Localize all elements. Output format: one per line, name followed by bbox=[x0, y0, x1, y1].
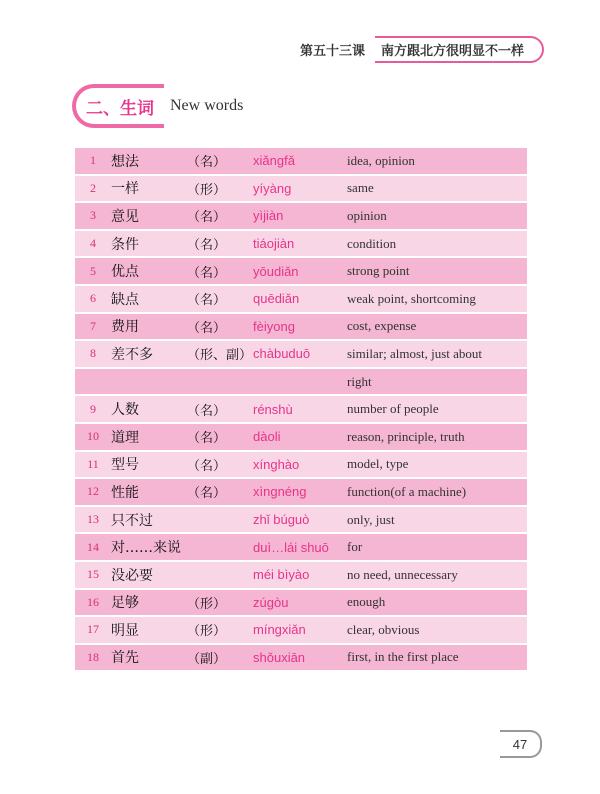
table-row bbox=[75, 562, 527, 588]
word-part-of-speech: （形） bbox=[187, 176, 253, 202]
word-number: 7 bbox=[75, 314, 111, 340]
word-number: 6 bbox=[75, 286, 111, 312]
word-part-of-speech: （形） bbox=[187, 617, 253, 643]
word-part-of-speech bbox=[187, 534, 253, 560]
table-row bbox=[75, 507, 527, 533]
word-definition: cost, expense bbox=[347, 314, 527, 340]
table-row bbox=[75, 231, 527, 257]
word-hanzi: 首先 bbox=[111, 645, 187, 671]
word-hanzi: 没必要 bbox=[111, 562, 187, 588]
word-part-of-speech bbox=[187, 562, 253, 588]
word-pinyin: yíyàng bbox=[253, 176, 347, 202]
word-definition: reason, principle, truth bbox=[347, 424, 527, 450]
word-number: 16 bbox=[75, 590, 111, 616]
word-number: 3 bbox=[75, 203, 111, 229]
word-definition: idea, opinion bbox=[347, 148, 527, 174]
word-number: 1 bbox=[75, 148, 111, 174]
word-part-of-speech: （名） bbox=[187, 231, 253, 257]
word-pinyin: xiǎngfǎ bbox=[253, 148, 347, 174]
word-number: 2 bbox=[75, 176, 111, 202]
table-row bbox=[75, 341, 527, 367]
word-definition: weak point, shortcoming bbox=[347, 286, 527, 312]
word-hanzi: 足够 bbox=[111, 590, 187, 616]
word-part-of-speech: （名） bbox=[187, 203, 253, 229]
vocab-table bbox=[75, 146, 527, 672]
table-row bbox=[75, 617, 527, 643]
word-hanzi: 差不多 bbox=[111, 341, 187, 367]
word-number: 17 bbox=[75, 617, 111, 643]
table-row bbox=[75, 258, 527, 284]
word-hanzi: 一样 bbox=[111, 176, 187, 202]
table-row bbox=[75, 479, 527, 505]
word-pinyin: chàbuduō bbox=[253, 341, 347, 367]
table-row bbox=[75, 203, 527, 229]
word-number: 14 bbox=[75, 534, 111, 560]
word-pinyin: rénshù bbox=[253, 396, 347, 422]
word-pinyin: méi bìyào bbox=[253, 562, 347, 588]
word-number: 8 bbox=[75, 341, 111, 367]
word-pinyin: xìngnéng bbox=[253, 479, 347, 505]
word-number: 9 bbox=[75, 396, 111, 422]
section-header bbox=[72, 84, 243, 128]
word-number: 11 bbox=[75, 452, 111, 478]
word-pinyin: dàoli bbox=[253, 424, 347, 450]
word-definition: right bbox=[347, 369, 527, 395]
word-definition: similar; almost, just about bbox=[347, 341, 527, 367]
page-number: 47 bbox=[500, 730, 542, 758]
word-part-of-speech: （名） bbox=[187, 452, 253, 478]
word-part-of-speech: （名） bbox=[187, 314, 253, 340]
word-hanzi: 想法 bbox=[111, 148, 187, 174]
word-hanzi: 明显 bbox=[111, 617, 187, 643]
word-part-of-speech bbox=[187, 507, 253, 533]
word-part-of-speech: （副） bbox=[187, 645, 253, 671]
word-part-of-speech: （名） bbox=[187, 286, 253, 312]
word-definition: enough bbox=[347, 590, 527, 616]
word-definition: first, in the first place bbox=[347, 645, 527, 671]
lesson-number: 第五十三课 bbox=[299, 43, 365, 59]
section-english: New words bbox=[170, 97, 244, 114]
word-definition: number of people bbox=[347, 396, 527, 422]
word-pinyin: zhǐ búguò bbox=[253, 507, 347, 533]
table-row bbox=[75, 314, 527, 340]
word-part-of-speech: （形、副） bbox=[187, 341, 253, 367]
word-hanzi: 优点 bbox=[111, 258, 187, 284]
word-pinyin: yìjiàn bbox=[253, 203, 347, 229]
word-pinyin: xínghào bbox=[253, 452, 347, 478]
word-part-of-speech: （名） bbox=[187, 479, 253, 505]
word-pinyin: zúgòu bbox=[253, 590, 347, 616]
table-row bbox=[75, 369, 527, 395]
word-definition: clear, obvious bbox=[347, 617, 527, 643]
lesson-title: 南方跟北方很明显不一样 bbox=[375, 36, 544, 63]
word-hanzi: 意见 bbox=[111, 203, 187, 229]
table-row bbox=[75, 645, 527, 671]
table-row bbox=[75, 148, 527, 174]
word-hanzi: 费用 bbox=[111, 314, 187, 340]
word-part-of-speech: （名） bbox=[187, 396, 253, 422]
word-definition: condition bbox=[347, 231, 527, 257]
word-part-of-speech bbox=[187, 369, 253, 395]
table-row bbox=[75, 424, 527, 450]
word-hanzi: 道理 bbox=[111, 424, 187, 450]
word-part-of-speech: （名） bbox=[187, 148, 253, 174]
section-label: 二、生词 bbox=[72, 84, 164, 128]
word-definition: opinion bbox=[347, 203, 527, 229]
word-pinyin: duì…lái shuō bbox=[253, 534, 347, 560]
word-hanzi: 人数 bbox=[111, 396, 187, 422]
word-number: 12 bbox=[75, 479, 111, 505]
word-hanzi: 缺点 bbox=[111, 286, 187, 312]
table-row bbox=[75, 534, 527, 560]
word-pinyin: tiáojiàn bbox=[253, 231, 347, 257]
word-pinyin bbox=[253, 369, 347, 395]
word-definition: no need, unnecessary bbox=[347, 562, 527, 588]
word-definition: same bbox=[347, 176, 527, 202]
word-number: 5 bbox=[75, 258, 111, 284]
word-part-of-speech: （名） bbox=[187, 424, 253, 450]
table-row bbox=[75, 590, 527, 616]
table-row bbox=[75, 176, 527, 202]
running-head bbox=[300, 38, 544, 60]
word-number: 10 bbox=[75, 424, 111, 450]
word-definition: for bbox=[347, 534, 527, 560]
word-pinyin: shǒuxiān bbox=[253, 645, 347, 671]
word-number: 13 bbox=[75, 507, 111, 533]
word-definition: only, just bbox=[347, 507, 527, 533]
table-row bbox=[75, 396, 527, 422]
word-number bbox=[75, 369, 111, 395]
word-hanzi bbox=[111, 369, 187, 395]
word-definition: model, type bbox=[347, 452, 527, 478]
word-number: 4 bbox=[75, 231, 111, 257]
word-hanzi: 型号 bbox=[111, 452, 187, 478]
word-number: 18 bbox=[75, 645, 111, 671]
table-row bbox=[75, 452, 527, 478]
word-hanzi: 性能 bbox=[111, 479, 187, 505]
table-row bbox=[75, 286, 527, 312]
word-pinyin: yōudiǎn bbox=[253, 258, 347, 284]
word-pinyin: quēdiǎn bbox=[253, 286, 347, 312]
word-pinyin: míngxiǎn bbox=[253, 617, 347, 643]
word-part-of-speech: （名） bbox=[187, 258, 253, 284]
word-hanzi: 条件 bbox=[111, 231, 187, 257]
word-hanzi: 只不过 bbox=[111, 507, 187, 533]
word-definition: strong point bbox=[347, 258, 527, 284]
word-definition: function(of a machine) bbox=[347, 479, 527, 505]
word-part-of-speech: （形） bbox=[187, 590, 253, 616]
word-pinyin: fèiyong bbox=[253, 314, 347, 340]
word-number: 15 bbox=[75, 562, 111, 588]
word-hanzi: 对……来说 bbox=[111, 534, 187, 560]
